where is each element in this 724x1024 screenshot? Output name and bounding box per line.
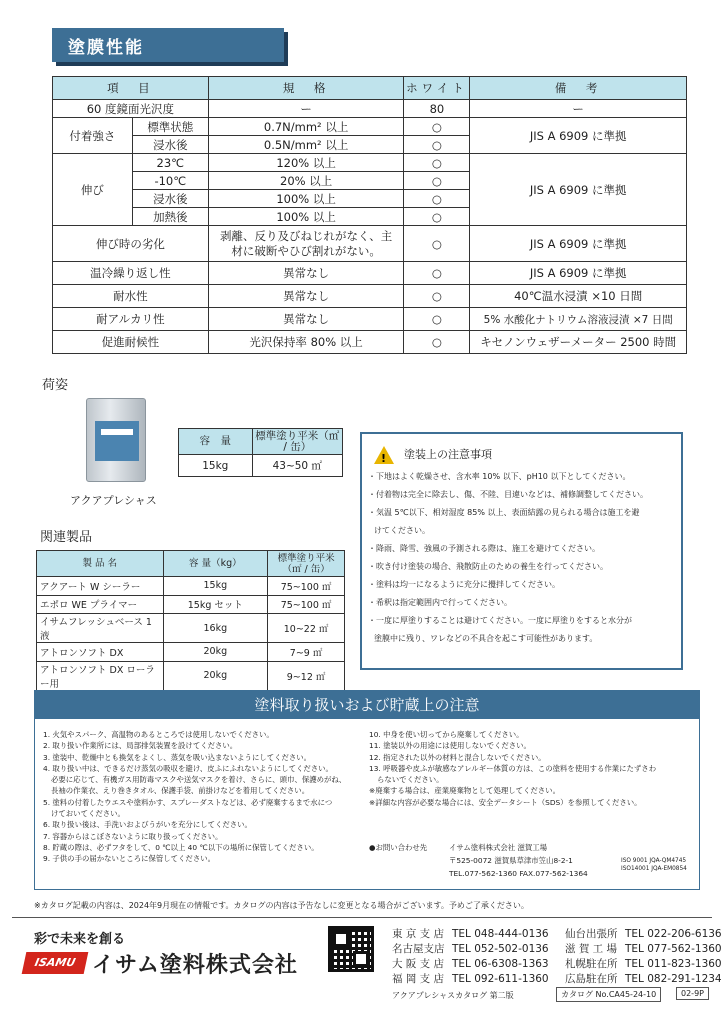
product-name: イサムフレッシュベース 1 液 [37, 614, 164, 643]
product-name: アクアート W シーラー [37, 577, 164, 596]
table-row [37, 643, 345, 662]
row-sub: 23℃ [132, 154, 208, 172]
office-name: 滋 賀 工 場 [565, 943, 618, 955]
related-heading: 関連製品 [40, 530, 93, 545]
iso-14001: ISO14001 JQA-EM0854 [621, 866, 687, 872]
warning-icon: ! [374, 446, 394, 464]
product-name: エポロ WE プライマー [37, 595, 164, 614]
office-name: 仙台出張所 [565, 928, 618, 940]
row-white: ○ [404, 136, 470, 154]
row-spec: 0.5N/mm² 以上 [208, 136, 404, 154]
header-spec: 規 格 [208, 77, 404, 100]
table-row [53, 331, 687, 354]
office-row [565, 957, 722, 972]
office-tel: TEL 052-502-0136 [452, 943, 549, 955]
handling-item: ※廃棄する場合は、産業廃棄物として処理してください。 [369, 786, 560, 796]
handling-item: 必要に応じて、有機ガス用防毒マスクや送気マスクを着け、さらに、頭巾、保護めがね、 [51, 775, 347, 785]
office-row [392, 957, 549, 972]
product-capacity: 15kg セット [163, 595, 268, 614]
table-row [37, 577, 345, 596]
office-row [565, 927, 722, 942]
row-spec: 120% 以上 [208, 154, 404, 172]
row-sub: 加熱後 [132, 208, 208, 226]
handling-item: 3. 塗装中、乾燥中とも換気をよくし、蒸気を吸い込まないようにしてください。 [43, 752, 312, 762]
table-row [53, 226, 687, 262]
row-white: ○ [404, 285, 470, 308]
office-name: 名古屋支店 [392, 943, 445, 955]
header-capacity: 容 量（kg） [163, 551, 268, 577]
row-spec: 異常なし [208, 285, 404, 308]
caution-item: ・吹き付け塗装の場合、飛散防止のための養生を行ってください。 [368, 562, 608, 571]
handling-list-left [43, 729, 363, 865]
row-item: 付着強さ [53, 118, 133, 154]
product-name: アトロンソフト DX ローラー用 [37, 661, 164, 690]
contact-tel: TEL.077-562-1360 FAX.077-562-1364 [449, 869, 588, 878]
contact-details [449, 841, 588, 880]
offices-list-left [392, 927, 549, 987]
table-row [53, 154, 687, 172]
caution-item: ・降雨、降雪、強風の予測される際は、施工を避けてください。 [368, 544, 600, 553]
slogan: 彩で未来を創る [34, 932, 126, 947]
product-coverage: 75~100 ㎡ [268, 577, 345, 596]
contact-label: ●お問い合わせ先 [369, 843, 428, 852]
office-tel: TEL 077-562-1360 [625, 943, 722, 955]
row-note: ー [470, 100, 687, 118]
office-name: 札幌駐在所 [565, 958, 618, 970]
handling-item: 4. 取り扱い中は、できるだけ蒸気の吸収を避け、皮ふにふれないようにしてください。 [43, 763, 333, 773]
row-item: 伸び時の劣化 [53, 226, 209, 262]
performance-table [52, 76, 687, 354]
header-coverage: 標準塗り平米（㎡ / 缶） [268, 551, 345, 577]
product-capacity: 20kg [163, 661, 268, 690]
row-white: ○ [404, 262, 470, 285]
header-capacity: 容 量 [179, 429, 253, 455]
offices-list-right [565, 927, 722, 987]
row-white: ○ [404, 118, 470, 136]
caution-heading [368, 442, 675, 468]
handling-item: 長袖の作業衣、えり巻きタオル、保護手袋、前掛けなどを着用してください。 [51, 786, 310, 796]
office-row [392, 972, 549, 987]
product-coverage: 7~9 ㎡ [268, 643, 345, 662]
caution-item: 塗膜中に残り、ワレなどの不具合を起こす可能性があります。 [374, 634, 598, 643]
row-white: ○ [404, 308, 470, 331]
row-note: JIS A 6909 に準拠 [470, 154, 687, 226]
row-sub: -10℃ [132, 172, 208, 190]
row-spec: 異常なし [208, 308, 404, 331]
row-item: 伸び [53, 154, 133, 226]
caution-title: 塗装上の注意事項 [404, 448, 492, 461]
row-item: 60 度鏡面光沢度 [53, 100, 209, 118]
row-sub: 標準状態 [132, 118, 208, 136]
contact-company: イサム塗料株式会社 滋賀工場 [449, 843, 548, 852]
product-name: アクアプレシャス [70, 494, 157, 507]
handling-item: 11. 塗装以外の用途には使用しないでください。 [369, 741, 531, 751]
section-title: 塗膜性能 [52, 28, 284, 62]
caution-item: ・一度に厚塗りすることは避けてください。一度に厚塗りをすると水分が [368, 616, 632, 625]
table-row [37, 595, 345, 614]
table-row [53, 262, 687, 285]
row-item: 温冷繰り返し性 [53, 262, 209, 285]
row-sub: 浸水後 [132, 136, 208, 154]
handling-item: 6. 取り扱い後は、手洗いおよびうがいを充分にしてください。 [43, 820, 252, 830]
coverage-value: 43~50 ㎡ [252, 455, 342, 477]
catalog-number: カタログ No.CA45-24-10 [556, 987, 661, 1002]
product-coverage: 75~100 ㎡ [268, 595, 345, 614]
company-name: イサム塗料株式会社 [92, 953, 298, 978]
handling-item: 9. 子供の手の届かないところに保管してください。 [43, 854, 215, 864]
office-tel: TEL 011-823-1360 [625, 958, 722, 970]
product-coverage: 10~22 ㎡ [268, 614, 345, 643]
handling-item: けておいてください。 [51, 809, 125, 819]
office-tel: TEL 048-444-0136 [452, 928, 549, 940]
row-white: ○ [404, 172, 470, 190]
handling-box [34, 718, 700, 890]
office-row [565, 972, 722, 987]
related-products-table [36, 550, 345, 691]
office-row [392, 942, 549, 957]
row-spec: 100% 以上 [208, 208, 404, 226]
contact-address: 〒525-0072 滋賀県草津市笠山8-2-1 [449, 856, 573, 865]
caution-item: ・希釈は指定範囲内で行ってください。 [368, 598, 512, 607]
handling-item: 13. 呼吸器や皮ふが敏感なアレルギー体質の方は、この塗料を使用する作業にたずさわ [369, 763, 657, 773]
row-note: JIS A 6909 に準拠 [470, 262, 687, 285]
row-item: 耐水性 [53, 285, 209, 308]
handling-item: 8. 貯蔵の際は、必ずフタをして、0 ℃以上 40 ℃以下の場所に保管してください。 [43, 842, 319, 852]
company-logo: ISAMU [22, 952, 89, 974]
handling-list-right [369, 729, 697, 808]
caution-item: ・下地はよく乾燥させ、含水率 10% 以下、pH10 以下としてください。 [368, 472, 631, 481]
handling-item: 10. 中身を使い切ってから廃棄してください。 [369, 730, 524, 739]
table-row [53, 285, 687, 308]
office-row [565, 942, 722, 957]
row-white: ○ [404, 208, 470, 226]
caution-item: ・気温 5℃以下、相対湿度 85% 以上、表面結露の見られる場合は施工を避 [368, 508, 640, 517]
handling-item: ※詳細な内容が必要な場合には、安全データシート（SDS）を参照してください。 [369, 797, 642, 807]
header-item: 項 目 [53, 77, 209, 100]
office-tel: TEL 092-611-1360 [452, 973, 549, 985]
row-spec: 異常なし [208, 262, 404, 285]
table-row [53, 308, 687, 331]
office-tel: TEL 082-291-1234 [625, 973, 722, 985]
qr-code-icon[interactable] [328, 926, 374, 972]
row-white: ○ [404, 190, 470, 208]
caution-item: けてください。 [374, 526, 430, 535]
row-item: 耐アルカリ性 [53, 308, 209, 331]
header-note: 備 考 [470, 77, 687, 100]
row-spec: ー [208, 100, 404, 118]
handling-item: 7. 容器からはこぼさないように取り扱ってください。 [43, 831, 223, 841]
office-name: 福 岡 支 店 [392, 973, 445, 985]
table-row [37, 614, 345, 643]
handling-item: 2. 取り扱い作業所には、局部排気装置を設けてください。 [43, 741, 238, 751]
row-note: JIS A 6909 に準拠 [470, 118, 687, 154]
row-spec: 光沢保持率 80% 以上 [208, 331, 404, 354]
product-capacity: 16kg [163, 614, 268, 643]
caution-item: ・付着物は完全に除去し、傷、不陸、目違いなどは、補修調整してください。 [368, 490, 648, 499]
product-capacity: 15kg [163, 577, 268, 596]
product-name: アトロンソフト DX [37, 643, 164, 662]
capacity-value: 15kg [179, 455, 253, 477]
page-number: 02-9P [676, 987, 709, 1000]
row-white: 80 [404, 100, 470, 118]
row-spec: 0.7N/mm² 以上 [208, 118, 404, 136]
row-sub: 浸水後 [132, 190, 208, 208]
header-white: ホワイト [404, 77, 470, 100]
table-row [53, 118, 687, 136]
caution-box [360, 432, 683, 670]
iso-certs [621, 857, 687, 873]
office-row [392, 927, 549, 942]
handling-title: 塗料取り扱いおよび貯蔵上の注意 [34, 690, 700, 718]
product-can-image [86, 398, 146, 482]
table-header-row [53, 77, 687, 100]
office-name: 大 阪 支 店 [392, 958, 445, 970]
office-tel: TEL 022-206-6136 [625, 928, 722, 940]
row-spec: 100% 以上 [208, 190, 404, 208]
row-note: 5% 水酸化ナトリウム溶液浸漬 ×7 日間 [470, 308, 687, 331]
row-spec: 20% 以上 [208, 172, 404, 190]
row-note: 40℃温水浸漬 ×10 日間 [470, 285, 687, 308]
row-white: ○ [404, 226, 470, 262]
caution-item: ・塗料は均一になるように充分に攪拌してください。 [368, 580, 560, 589]
catalog-title: アクアプレシャスカタログ 第二版 [392, 991, 514, 1000]
row-white: ○ [404, 331, 470, 354]
row-spec: 剥離、反り及びねじれがなく、主材に破断やひび割れがない。 [208, 226, 404, 262]
header-product: 製 品 名 [37, 551, 164, 577]
catalog-notice: ※カタログ記載の内容は、2024年9月現在の情報です。カタログの内容は予告なしに変更となる場合がございます。予めご了承ください。 [34, 901, 529, 910]
row-item: 促進耐候性 [53, 331, 209, 354]
office-name: 東 京 支 店 [392, 928, 445, 940]
row-white: ○ [404, 154, 470, 172]
row-note: JIS A 6909 に準拠 [470, 226, 687, 262]
row-note: キセノンウェザーメーター 2500 時間 [470, 331, 687, 354]
divider [12, 917, 712, 918]
handling-item: らないでください。 [377, 775, 444, 785]
office-tel: TEL 06-6308-1363 [452, 958, 549, 970]
iso-9001: ISO 9001 JQA-QM4745 [621, 858, 687, 864]
header-coverage: 標準塗り平米（㎡ / 缶） [252, 429, 342, 455]
handling-item: 5. 塗料の付着したウエスや塗料かす、スプレーダストなどは、必ず廃棄するまで水につ [43, 797, 333, 807]
packaging-table [178, 428, 343, 477]
table-row [37, 661, 345, 690]
product-coverage: 9~12 ㎡ [268, 661, 345, 690]
table-row [53, 100, 687, 118]
product-capacity: 20kg [163, 643, 268, 662]
handling-item: 1. 火気やスパーク、高温物のあるところでは使用しないでください。 [43, 730, 274, 739]
office-name: 広島駐在所 [565, 973, 618, 985]
handling-item: 12. 指定された以外の材料と混合しないでください。 [369, 752, 546, 762]
packaging-heading: 荷姿 [42, 378, 69, 393]
